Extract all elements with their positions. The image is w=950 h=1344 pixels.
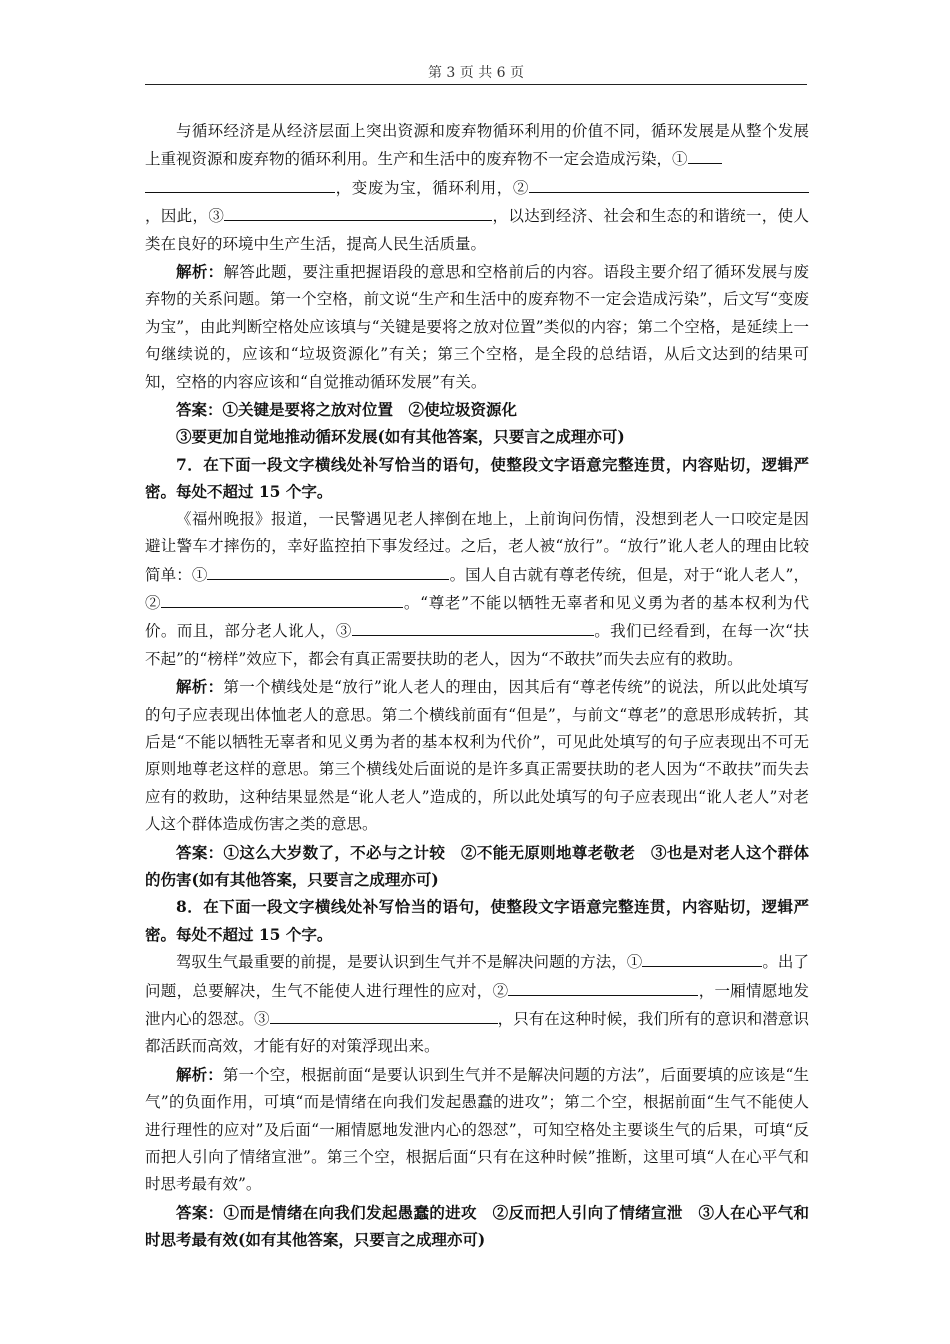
blank-1-part-b[interactable] (145, 174, 335, 193)
blank-2[interactable] (508, 977, 698, 996)
blank-1-part-a[interactable] (688, 145, 722, 164)
q8-stem: 8．在下面一段文字横线处补写恰当的语句，使整段文字语意完整连贯，内容贴切，逻辑严密。每处不超过 15 个字。 (145, 897, 809, 944)
q8-analysis: 解析：第一个空，根据前面“是要认识到生气并不是解决问题的方法”，后面要填的应该是“生气”的负面作用，可填“而是情绪在向我们发起愚蠢的进攻”；第二个空，根据前面“生气不能使人进行理性的应对”及后面“一厢情愿地发泄内心的怨怼”，可知空格处主要谈生气的后果，可填“反而把人引向了情绪宣泄”。第三个空，根据后面“只有在这种时候”推断，这里可填“人在心平气和时思考最有效”。 (145, 1064, 809, 1194)
q7-answer: 答案：①这么大岁数了，不必与之计较 ②不能无原则地尊老敬老 ③也是对老人这个群体的伤害(如有其他答案，只要言之成理亦可) (145, 842, 809, 889)
blank-3[interactable] (270, 1005, 498, 1024)
q8-answer: 答案：①而是情绪在向我们发起愚蠢的进攻 ②反而把人引向了情绪宣泄 ③人在心平气和时思考最有效(如有其他答案，只要言之成理亦可) (145, 1202, 809, 1250)
blank-1[interactable] (207, 561, 449, 580)
blank-2[interactable] (161, 589, 403, 608)
q7-analysis: 解析：第一个横线处是“放行”讹人老人的理由，因其后有“尊老传统”的说法，所以此处填写的句子应表现出体恤老人的意思。第二个横线前面有“但是”，与前文“尊老”的意思形成转折，其后是“不能以牺牲无辜者和见义勇为者的基本权利为代价”，可见此处填写的句子应表现出不可无原则地尊老这样的意思。第三个横线处后面说的是许多真正需要扶助的老人因为“不敢扶”而失去应有的救助，这种结果显然是“讹人老人”造成的，所以此处填写的句子应表现出“讹人老人”对老人这个群体造成伤害之类的意思。 (145, 677, 809, 834)
q6-answer-line-1: 答案：①关键是要将之放对位置 ②使垃圾资源化 (176, 400, 518, 420)
q6-analysis: 解析：解答此题，要注重把握语段的意思和空格前后的内容。语段主要介绍了循环发展与废弃物的关系问题。第一个空格，前文说“生产和生活中的废弃物不一定会造成污染”，后文写“变废为宝”，由此判断空格处应该填与“关键是要将之放对位置”类似的内容；第二个空格，是延续上一句继续说的，应该和“垃圾资源化”有关；第三个空格，是全段的总结语，从后文达到的结果可知，空格的内容应该和“自觉推动循环发展”有关。 (145, 262, 809, 391)
blank-3[interactable] (352, 617, 594, 636)
q7-passage: 《福州晚报》报道，一民警遇见老人摔倒在地上，上前询问伤情，没想到老人一口咬定是因避让警车才摔伤的，幸好监控拍下事发经过。之后，老人被“放行”。“放行”讹人老人的理由比较简单：① 。国人自古就有尊老传统，但是，对于“讹人老人”，② 。“尊老”不能以牺牲无辜者和见义勇为者的基本权利为代价。而且，部分老人讹人，③ 。我们已经看到，在每一次“扶不起”的“榜样”效应下，都会有真正需要扶助的老人，因为“不敢扶”而失去应有的救助。 (145, 509, 809, 668)
q8-passage: 驾驭生气最重要的前提，是要认识到生气并不是解决问题的方法，① 。出了问题，总要解决，生气不能使人进行理性的应对，② ，一厢情愿地发泄内心的怨怼。③ ，只有在这种时候，我们所有的意识和潜意识都活跃而高效，才能有好的对策浮现出来。 (145, 948, 809, 1061)
q7-stem: 7．在下面一段文字横线处补写恰当的语句，使整段文字语意完整连贯，内容贴切，逻辑严密。每处不超过 15 个字。 (145, 454, 809, 502)
document-body (145, 118, 809, 1254)
blank-2[interactable] (529, 174, 809, 193)
q6-answer-line-2: ③要更加自觉地推动循环发展(如有其他答案，只要言之成理亦可) (176, 427, 625, 447)
header-rule (145, 84, 807, 85)
q6-passage: 与循环经济是从经济层面上突出资源和废弃物循环利用的价值不同，循环发展是从整个发展上重视资源和废弃物的循环利用。生产和生活中的废弃物不一定会造成污染，① ，变废为宝，循环利用，②，因此，③ ，以达到经济、社会和生态的和谐统一，使人类在良好的环境中生产生活，提高人民生活质量。 (145, 122, 809, 253)
page-header: 第 3 页 共 6 页 (427, 65, 525, 81)
blank-3[interactable] (224, 202, 492, 221)
blank-1[interactable] (642, 948, 762, 967)
